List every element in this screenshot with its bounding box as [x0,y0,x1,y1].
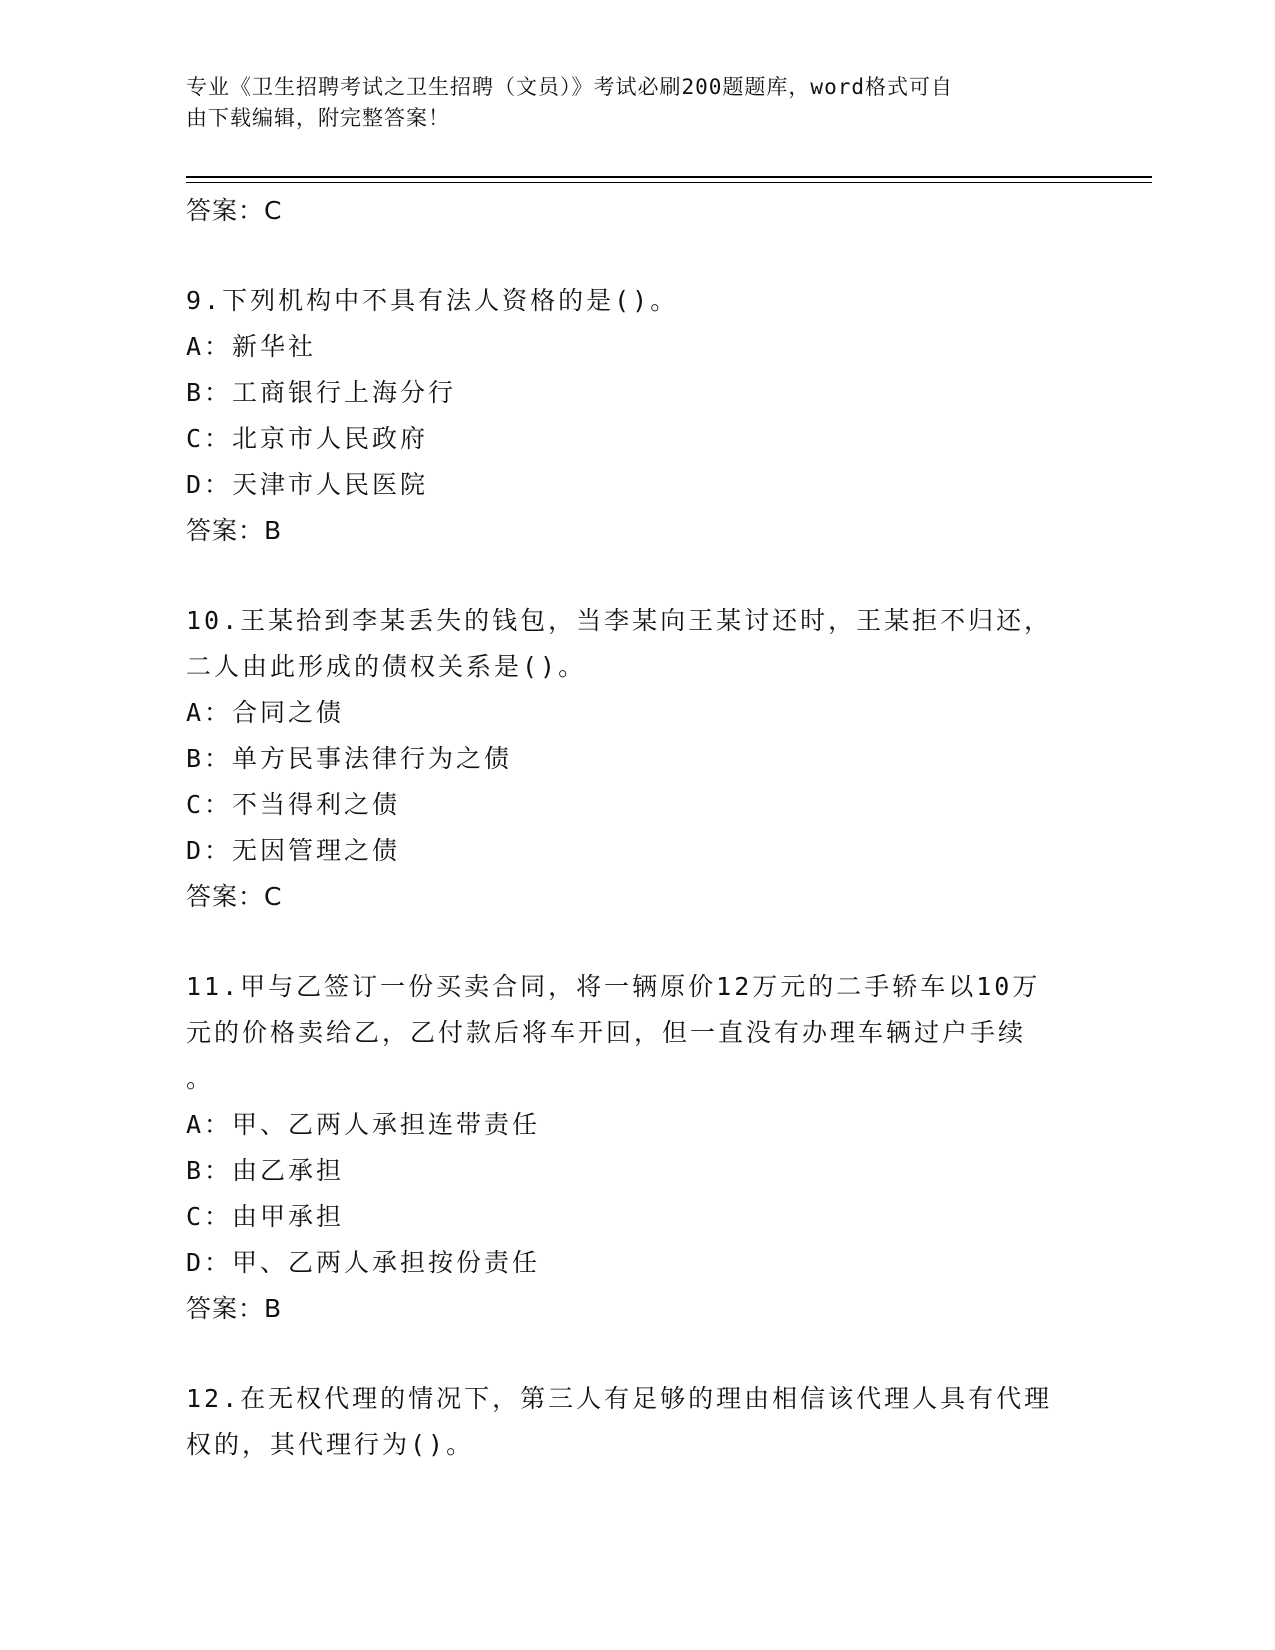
option-b: B：工商银行上海分行 [186,378,457,407]
option-c: C：不当得利之债 [186,790,401,819]
question-line: 12.在无权代理的情况下，第三人有足够的理由相信该代理人具有代理 [186,1384,1053,1413]
header-line-1: 专业《卫生招聘考试之卫生招聘（文员）》考试必刷200题题库，word格式可自 [186,75,953,99]
option-a: A：合同之债 [186,698,345,727]
spacer [186,234,1086,278]
option-c: C：由甲承担 [186,1202,345,1231]
question-block-9 [186,278,1086,554]
option-b: B：由乙承担 [186,1156,345,1185]
question-block-12 [186,1376,1086,1468]
spacer [186,1332,1086,1376]
question-line: 二人由此形成的债权关系是()。 [186,652,587,681]
option-d: D：无因管理之债 [186,836,401,865]
question-block-10 [186,598,1086,920]
option-c: C：北京市人民政府 [186,424,429,453]
question-text-9 [186,278,1066,324]
answer-11: 答案：B [186,1294,283,1323]
spacer [186,554,1086,598]
option-d: D：天津市人民医院 [186,470,429,499]
question-text-12 [186,1376,1066,1468]
option-a: A：新华社 [186,332,317,361]
previous-answer: 答案：C [186,196,283,225]
question-line: 9.下列机构中不具有法人资格的是()。 [186,286,679,315]
option-a: A：甲、乙两人承担连带责任 [186,1110,541,1139]
answer-10: 答案：C [186,882,283,911]
header-rule-thin [186,182,1152,183]
option-b: B：单方民事法律行为之债 [186,744,513,773]
question-line: 。 [186,1064,215,1093]
spacer [186,920,1086,964]
question-text-10 [186,598,1066,690]
question-line: 10.王某拾到李某丢失的钱包，当李某向王某讨还时，王某拒不归还， [186,606,1053,635]
page-header [186,72,1066,134]
question-block-11 [186,964,1086,1332]
option-d: D：甲、乙两人承担按份责任 [186,1248,541,1277]
question-list [186,188,1086,1468]
header-rule-thick [186,176,1152,178]
question-text-11 [186,964,1066,1102]
question-line: 元的价格卖给乙，乙付款后将车开回，但一直没有办理车辆过户手续 [186,1018,1027,1047]
question-line: 11.甲与乙签订一份买卖合同，将一辆原价12万元的二手轿车以10万 [186,972,1041,1001]
header-line-2: 由下载编辑，附完整答案！ [186,106,450,130]
question-line: 权的，其代理行为()。 [186,1430,475,1459]
answer-9: 答案：B [186,516,283,545]
